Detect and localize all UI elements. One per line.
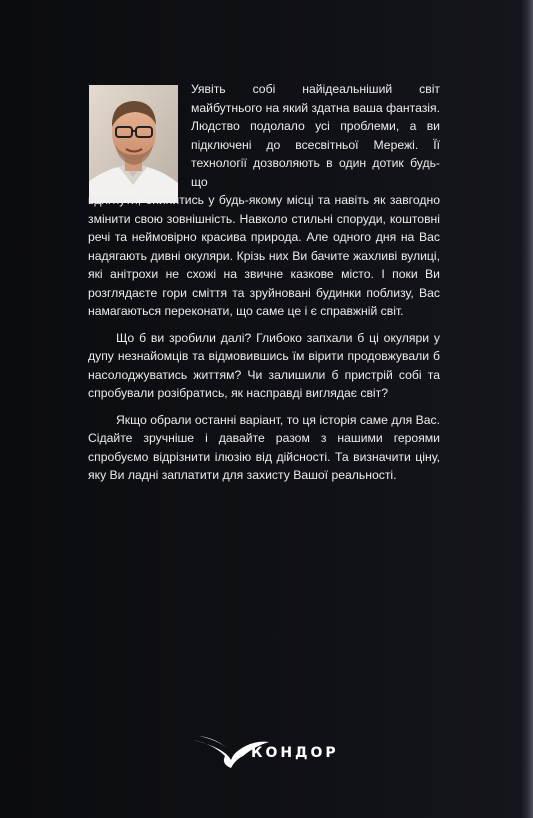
blurb-paragraph-3: Якщо обрали останні варіант, то ця історія саме для Вас. Сідайте зручніше і давайте разом з нашими героями спробуємо відрізнити ілюзію від дійсності. Та визначити ціну, яку Ви ладні заплатити для захисту Вашої реальності. (88, 412, 440, 482)
publisher-name: КОНДОР (251, 745, 339, 761)
cover-edge (521, 0, 533, 818)
blurb-paragraph-2: Що б ви зробили далі? Глибоко запхали б ці окуляри у дупу незнайомців та відмовившись їм вірити продовжували б насолоджуватись життям? Чи залишили б пристрій собі та спробували розібратись, як насправді виглядає світ? (88, 330, 440, 400)
publisher-logo (191, 730, 371, 774)
blurb-text (88, 80, 440, 485)
blurb-paragraph-1-rest: вдягнути, опинитись у будь-якому місці та навіть як завгодно змінити свою зовнішність. Навколо стильні споруди, коштовні речі та неймовірно красива природа. Але одного дня на Вас надягають дивні окуляри. Крізь них Ви бачите жахливі вулиці, які анітрохи не схожі на звичне казкове місто. І поки Ви розглядаєте гори сміття та зруйновані будинки поблизу, Вас намагаються переконати, що саме це і є справжній світ. (88, 193, 440, 318)
blurb-paragraph-1-start: Уявіть собі найідеальніший світ майбутнього на який здатна ваша фантазія. Людство подолало усі проблеми, а ви підключені до всесвітньої Мережі. Її технології дозволяють в один дотик будь-що (191, 82, 440, 189)
